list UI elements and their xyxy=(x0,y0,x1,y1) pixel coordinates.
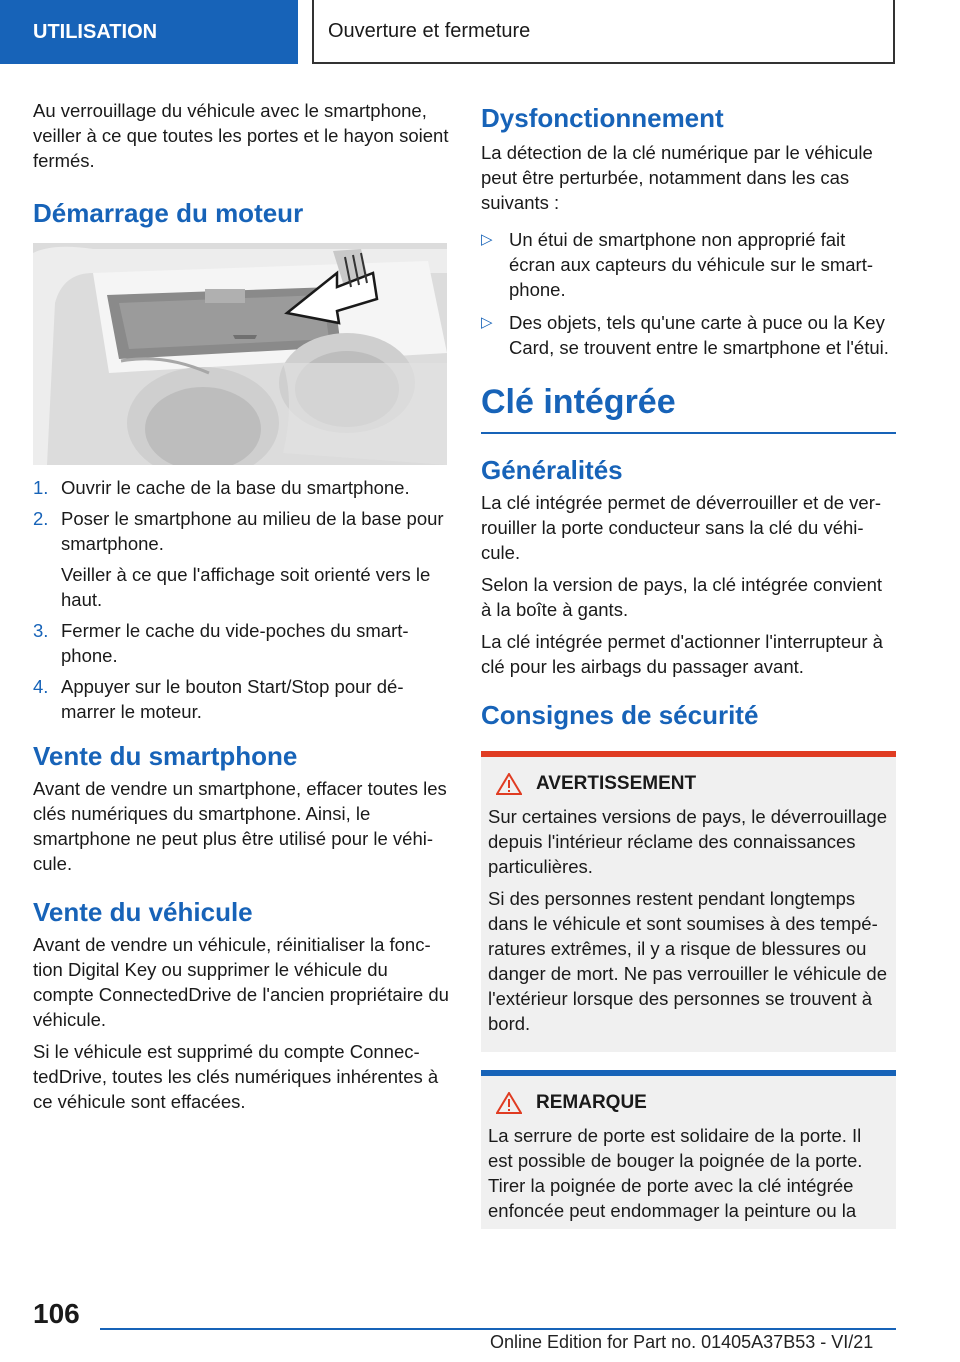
note-header xyxy=(496,1090,888,1115)
section-tab xyxy=(0,0,298,64)
heading-sale-phone: Vente du smartphone xyxy=(33,741,298,771)
heading-sale-vehicle: Vente du véhicule xyxy=(33,897,253,927)
warning-paragraph-1: Sur certaines versions de pays, le déverrouillage depuis l'intérieur réclame des connaissances particulières. xyxy=(488,806,887,877)
step-subtext: Veiller à ce que l'affichage soit orienté vers le haut. xyxy=(61,564,431,610)
section-label: UTILISATION xyxy=(33,20,158,43)
heading-integrated-key: Clé intégrée xyxy=(481,383,676,421)
warning-triangle-icon xyxy=(496,1092,522,1114)
warning-title: AVERTISSEMENT xyxy=(536,773,697,794)
step-number: 4. xyxy=(33,676,49,697)
smartphone-tray-illustration xyxy=(33,243,447,465)
warning-box xyxy=(481,751,896,1052)
step-text: Fermer le cache du vide-poches du smartphone. xyxy=(61,620,409,666)
list-item xyxy=(481,227,896,302)
integrated-key-title-block xyxy=(481,382,896,434)
edition-footer: Online Edition for Part no. 01405A37B53 - VI/21 xyxy=(490,1332,874,1352)
list-item xyxy=(33,506,451,612)
heading-start-engine: Démarrage du moteur xyxy=(33,198,304,228)
sale-phone-paragraph: Avant de vendre un smartphone, effacer toutes les clés numériques du smartphone. Ainsi, le smartphone ne peut plus être utilisé pour le véhicule. xyxy=(33,778,447,874)
note-title: REMARQUE xyxy=(536,1092,647,1113)
step-number: 2. xyxy=(33,508,49,529)
step-number: 1. xyxy=(33,477,49,498)
sale-vehicle-paragraph-1: Avant de vendre un véhicule, réinitialiser la fonction Digital Key ou supprimer le véhicule du compte ConnectedDrive de l'ancien propriétaire du véhicule. xyxy=(33,934,449,1030)
start-steps-list xyxy=(33,475,451,724)
step-text: Poser le smartphone au milieu de la base pour smartphone. xyxy=(61,508,444,554)
heading-general: Généralités xyxy=(481,455,623,485)
step-text: Appuyer sur le bouton Start/Stop pour démarrer le moteur. xyxy=(61,676,404,722)
triangle-bullet-icon: ▷ xyxy=(481,314,493,331)
step-number: 3. xyxy=(33,620,49,641)
warning-triangle-icon xyxy=(496,773,522,795)
console-image xyxy=(33,243,447,465)
list-item xyxy=(33,618,451,668)
bullet-text: Des objets, tels qu'une carte à puce ou la Key Card, se trouvent entre le smartphone et l'étui. xyxy=(509,312,889,358)
general-paragraph-2: Selon la version de pays, la clé intégrée convient à la boîte à gants. xyxy=(481,574,883,620)
heading-malfunction: Dysfonctionnement xyxy=(481,103,724,133)
list-item xyxy=(33,674,451,724)
step-text: Ouvrir le cache de la base du smartphone. xyxy=(61,477,410,498)
note-paragraph-1: La serrure de porte est solidaire de la porte. Il est possible de bouger la poignée de la porte. Tirer la poignée de porte avec la clé intégrée enfoncée peut endommager la peinture ou la xyxy=(488,1125,863,1221)
sale-vehicle-paragraph-2: Si le véhicule est supprimé du compte ConnectedDrive, toutes les clés numériques inhérentes à ce véhicule sont effacées. xyxy=(33,1041,439,1112)
right-column xyxy=(481,98,896,1229)
bullet-text: Un étui de smartphone non approprié fait écran aux capteurs du véhicule sur le smartphone. xyxy=(509,229,874,300)
footer-divider xyxy=(100,1328,896,1330)
warning-paragraph-2: Si des personnes restent pendant longtemps dans le véhicule et sont soumises à des températures extrêmes, il y a risque de blessures ou danger de mort. Ne pas verrouiller le véhicule de l'extérieur lorsque des personnes se trouvent à bord. xyxy=(488,888,887,1034)
list-item xyxy=(33,475,451,500)
heading-safety: Consignes de sécurité xyxy=(481,700,759,730)
note-box xyxy=(481,1070,896,1229)
page-number: 106 xyxy=(33,1298,80,1329)
malfunction-paragraph: La détection de la clé numérique par le véhicule peut être perturbée, notamment dans les cas suivants : xyxy=(481,142,873,213)
malfunction-list xyxy=(481,227,896,360)
list-item xyxy=(481,310,896,360)
chapter-header xyxy=(312,0,895,64)
warning-header xyxy=(496,771,888,796)
general-paragraph-3: La clé intégrée permet d'actionner l'interrupteur à clé pour les airbags du passager avant. xyxy=(481,631,883,677)
left-column xyxy=(33,98,451,1121)
chapter-title: Ouverture et fermeture xyxy=(328,19,531,42)
general-paragraph-1: La clé intégrée permet de déverrouiller et de verrouiller la porte conducteur sans la clé du véhicule. xyxy=(481,492,882,563)
triangle-bullet-icon: ▷ xyxy=(481,231,493,248)
intro-paragraph: Au verrouillage du véhicule avec le smartphone, veiller à ce que toutes les portes et le hayon soient fermés. xyxy=(33,100,449,171)
